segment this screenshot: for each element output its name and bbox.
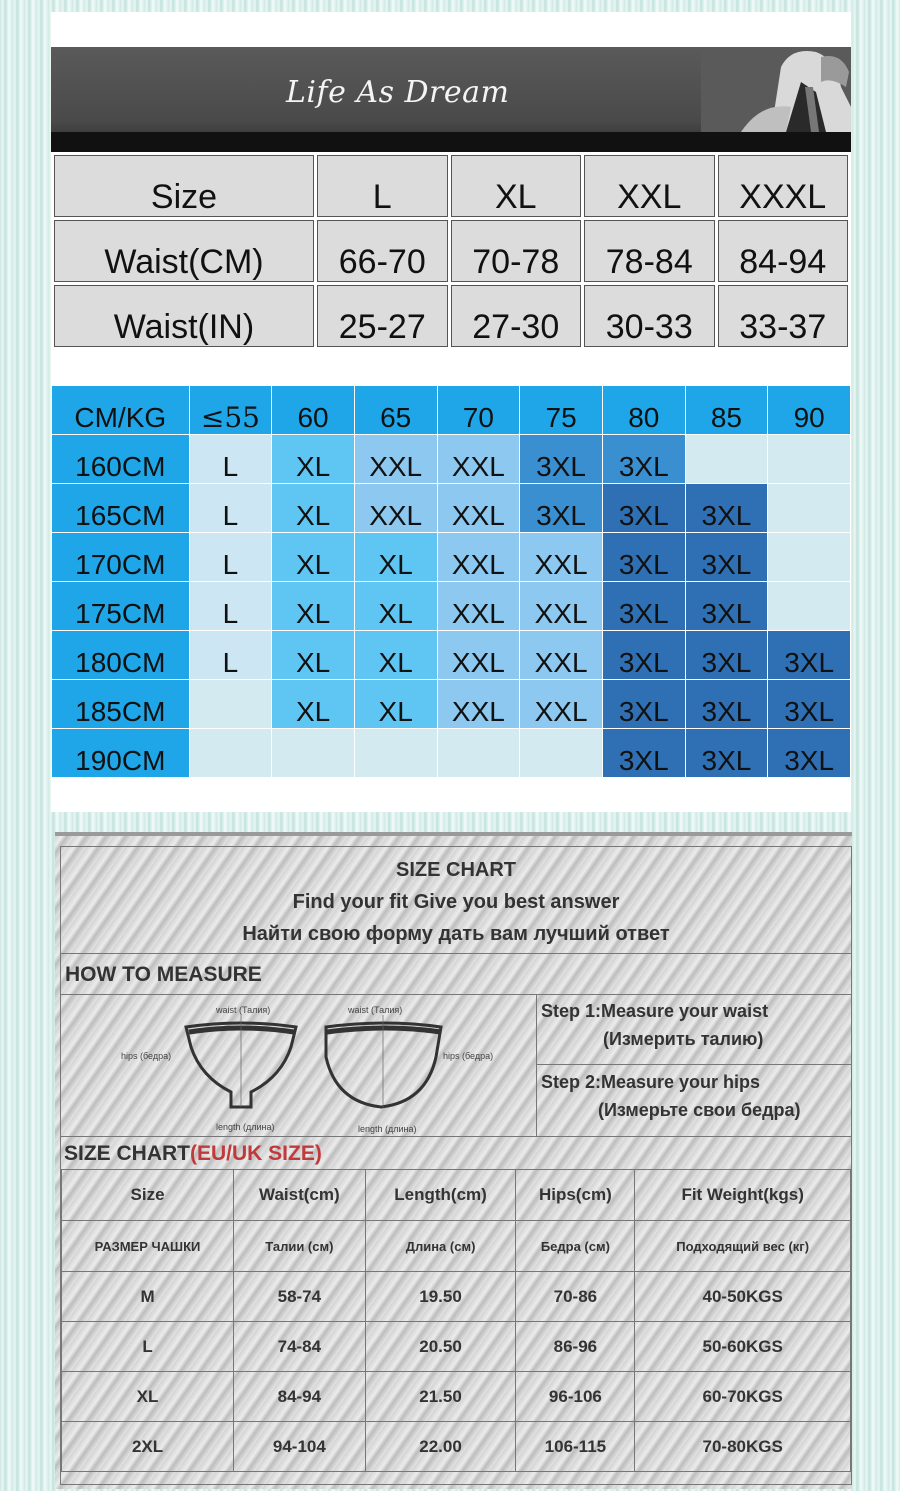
table-cell: [189, 680, 272, 729]
eu-size-table: [61, 1169, 851, 1472]
table-row: [62, 1272, 851, 1322]
table-cell: [520, 729, 603, 778]
table-header-cell: Талии (см): [234, 1221, 366, 1272]
table-cell: 165CM: [52, 484, 190, 533]
table-cell: 30-33: [583, 284, 717, 349]
table-row: [62, 1422, 851, 1472]
table-cell: [437, 729, 520, 778]
table-cell: 33-37: [716, 284, 850, 349]
diagram-label-length: length (длина): [358, 1124, 417, 1134]
size-chart-heading-prefix: SIZE CHART: [64, 1142, 190, 1165]
table-cell: 3XL: [685, 484, 768, 533]
table-cell: 175CM: [52, 582, 190, 631]
table-cell: XXL: [437, 484, 520, 533]
waist-size-table: [51, 152, 851, 350]
table-cell: 84-94: [234, 1372, 366, 1422]
table-row: [52, 631, 851, 680]
diagram-label-waist: waist (Талия): [348, 1005, 403, 1015]
table-cell: XL: [354, 631, 437, 680]
table-header-cell: Длина (см): [365, 1221, 516, 1272]
table-cell: 3XL: [520, 484, 603, 533]
table-row: [52, 484, 851, 533]
table-cell: XXL: [520, 631, 603, 680]
table-cell: 74-84: [234, 1322, 366, 1372]
table-cell: XXL: [583, 154, 717, 219]
table-row: [52, 435, 851, 484]
table-cell: XXL: [437, 435, 520, 484]
table-header-cell: 90: [768, 386, 851, 435]
step2-ru-label: (Измерьте свои бедра): [598, 1100, 801, 1120]
step1-ru-label: (Измерить талию): [603, 1029, 764, 1049]
table-cell: [272, 729, 355, 778]
table-header-cell: Бедра (см): [516, 1221, 635, 1272]
table-cell: 3XL: [685, 631, 768, 680]
table-cell: Size: [53, 154, 316, 219]
banner-bar: [51, 132, 851, 152]
table-row: [52, 533, 851, 582]
table-row: [52, 582, 851, 631]
table-header-cell: Fit Weight(kgs): [635, 1170, 851, 1221]
table-cell: 96-106: [516, 1372, 635, 1422]
table-cell: 3XL: [602, 729, 685, 778]
table-cell: [189, 729, 272, 778]
table-cell: 170CM: [52, 533, 190, 582]
table-cell: 2XL: [62, 1422, 234, 1472]
table-cell: XL: [62, 1372, 234, 1422]
table-cell: 3XL: [685, 680, 768, 729]
table-header-cell: Length(cm): [365, 1170, 516, 1221]
table-row: [53, 219, 850, 284]
table-cell: [685, 435, 768, 484]
table-cell: XL: [449, 154, 583, 219]
table-cell: 50-60KGS: [635, 1322, 851, 1372]
size-chart-panel: [55, 832, 852, 1489]
step2-label: Step 2:Measure your hips: [541, 1072, 761, 1092]
table-cell: 21.50: [365, 1372, 516, 1422]
table-row: [52, 729, 851, 778]
chart-subtitle-en: Find your fit Give you best answer: [292, 891, 620, 913]
table-cell: [768, 582, 851, 631]
table-cell: 3XL: [602, 435, 685, 484]
table-cell: 66-70: [316, 219, 450, 284]
table-cell: 27-30: [449, 284, 583, 349]
table-header-cell: Size: [62, 1170, 234, 1221]
table-cell: 3XL: [520, 435, 603, 484]
model-photo: [701, 47, 851, 132]
height-weight-table: [51, 385, 851, 778]
table-row: [53, 154, 850, 219]
table-cell: XL: [272, 435, 355, 484]
table-cell: [354, 729, 437, 778]
table-row: [62, 1322, 851, 1372]
table-cell: 70-80KGS: [635, 1422, 851, 1472]
table-cell: XXL: [520, 680, 603, 729]
table-header-cell: 85: [685, 386, 768, 435]
table-cell: 94-104: [234, 1422, 366, 1472]
table-header-row: [62, 1221, 851, 1272]
table-cell: XL: [272, 533, 355, 582]
table-header-cell: Подходящий вес (кг): [635, 1221, 851, 1272]
table-cell: L: [189, 582, 272, 631]
table-cell: L: [316, 154, 450, 219]
chart-title: SIZE CHART: [396, 859, 516, 881]
table-header-cell: CM/KG: [52, 386, 190, 435]
brand-banner: [51, 47, 851, 152]
brand-title: Life As Dream: [286, 75, 510, 110]
table-cell: XL: [354, 680, 437, 729]
table-cell: XL: [272, 582, 355, 631]
table-cell: M: [62, 1272, 234, 1322]
table-cell: 180CM: [52, 631, 190, 680]
table-cell: [768, 533, 851, 582]
table-cell: 84-94: [716, 219, 850, 284]
table-cell: 25-27: [316, 284, 450, 349]
table-cell: 3XL: [602, 484, 685, 533]
table-cell: XXL: [437, 680, 520, 729]
table-header-cell: 60: [272, 386, 355, 435]
table-cell: 58-74: [234, 1272, 366, 1322]
table-cell: XL: [272, 631, 355, 680]
table-header-row: [52, 386, 851, 435]
table-cell: XXL: [520, 582, 603, 631]
table-cell: XXL: [437, 582, 520, 631]
diagram-label-hips: hips (бедра): [121, 1051, 172, 1061]
table-cell: [768, 435, 851, 484]
table-cell: 70-78: [449, 219, 583, 284]
table-cell: 3XL: [602, 533, 685, 582]
table-cell: XXL: [354, 435, 437, 484]
table-cell: L: [62, 1322, 234, 1372]
table-cell: 3XL: [768, 631, 851, 680]
table-header-cell: 80: [602, 386, 685, 435]
table-cell: XL: [354, 582, 437, 631]
size-panel-top: [51, 12, 851, 812]
table-row: [52, 680, 851, 729]
measure-diagram: [111, 997, 511, 1137]
table-header-cell: 65: [354, 386, 437, 435]
table-cell: XL: [272, 484, 355, 533]
table-cell: 22.00: [365, 1422, 516, 1472]
diagram-label-length: length (длина): [216, 1122, 275, 1132]
table-cell: 3XL: [768, 729, 851, 778]
table-header-cell: 75: [520, 386, 603, 435]
table-header-cell: Waist(cm): [234, 1170, 366, 1221]
table-row: [53, 284, 850, 349]
diagram-label-waist: waist (Талия): [216, 1005, 271, 1015]
divider: [61, 1136, 851, 1137]
table-cell: 3XL: [685, 582, 768, 631]
table-header-cell: ≤55: [189, 386, 272, 435]
table-cell: [768, 484, 851, 533]
table-cell: 185CM: [52, 680, 190, 729]
table-cell: 60-70KGS: [635, 1372, 851, 1422]
table-cell: L: [189, 435, 272, 484]
table-cell: XL: [354, 533, 437, 582]
chart-subtitle-ru: Найти свою форму дать вам лучший ответ: [242, 923, 670, 945]
table-cell: 20.50: [365, 1322, 516, 1372]
diagram-label-hips: hips (бедра): [443, 1051, 494, 1061]
divider: [536, 994, 537, 1136]
divider: [61, 953, 851, 954]
size-chart-heading-suffix: (EU/UK SIZE): [190, 1142, 322, 1165]
divider: [536, 1064, 851, 1065]
table-cell: 19.50: [365, 1272, 516, 1322]
table-cell: XXL: [437, 631, 520, 680]
table-cell: 3XL: [685, 729, 768, 778]
step2-text: [541, 1068, 801, 1124]
table-cell: 190CM: [52, 729, 190, 778]
table-cell: 3XL: [602, 631, 685, 680]
table-header-cell: 70: [437, 386, 520, 435]
size-chart-heading: [64, 1142, 322, 1166]
table-header-cell: Hips(cm): [516, 1170, 635, 1221]
table-cell: XXXL: [716, 154, 850, 219]
table-cell: 3XL: [768, 680, 851, 729]
table-cell: L: [189, 533, 272, 582]
table-cell: Waist(CM): [53, 219, 316, 284]
table-cell: 160CM: [52, 435, 190, 484]
step1-text: [541, 997, 768, 1053]
table-cell: 3XL: [685, 533, 768, 582]
table-cell: XL: [272, 680, 355, 729]
table-cell: XXL: [520, 533, 603, 582]
table-cell: 40-50KGS: [635, 1272, 851, 1322]
size-chart-frame: [60, 846, 852, 1485]
table-cell: XXL: [354, 484, 437, 533]
table-cell: 3XL: [602, 582, 685, 631]
table-cell: 3XL: [602, 680, 685, 729]
table-cell: 78-84: [583, 219, 717, 284]
step1-label: Step 1:Measure your waist: [541, 1001, 769, 1021]
table-header-row: [62, 1170, 851, 1221]
table-cell: L: [189, 484, 272, 533]
table-cell: 86-96: [516, 1322, 635, 1372]
table-row: [62, 1372, 851, 1422]
table-cell: Waist(IN): [53, 284, 316, 349]
table-cell: L: [189, 631, 272, 680]
table-header-cell: РАЗМЕР ЧАШКИ: [62, 1221, 234, 1272]
divider: [61, 994, 851, 995]
how-to-measure-heading: HOW TO MEASURE: [65, 963, 262, 986]
table-cell: XXL: [437, 533, 520, 582]
table-cell: 106-115: [516, 1422, 635, 1472]
table-cell: 70-86: [516, 1272, 635, 1322]
